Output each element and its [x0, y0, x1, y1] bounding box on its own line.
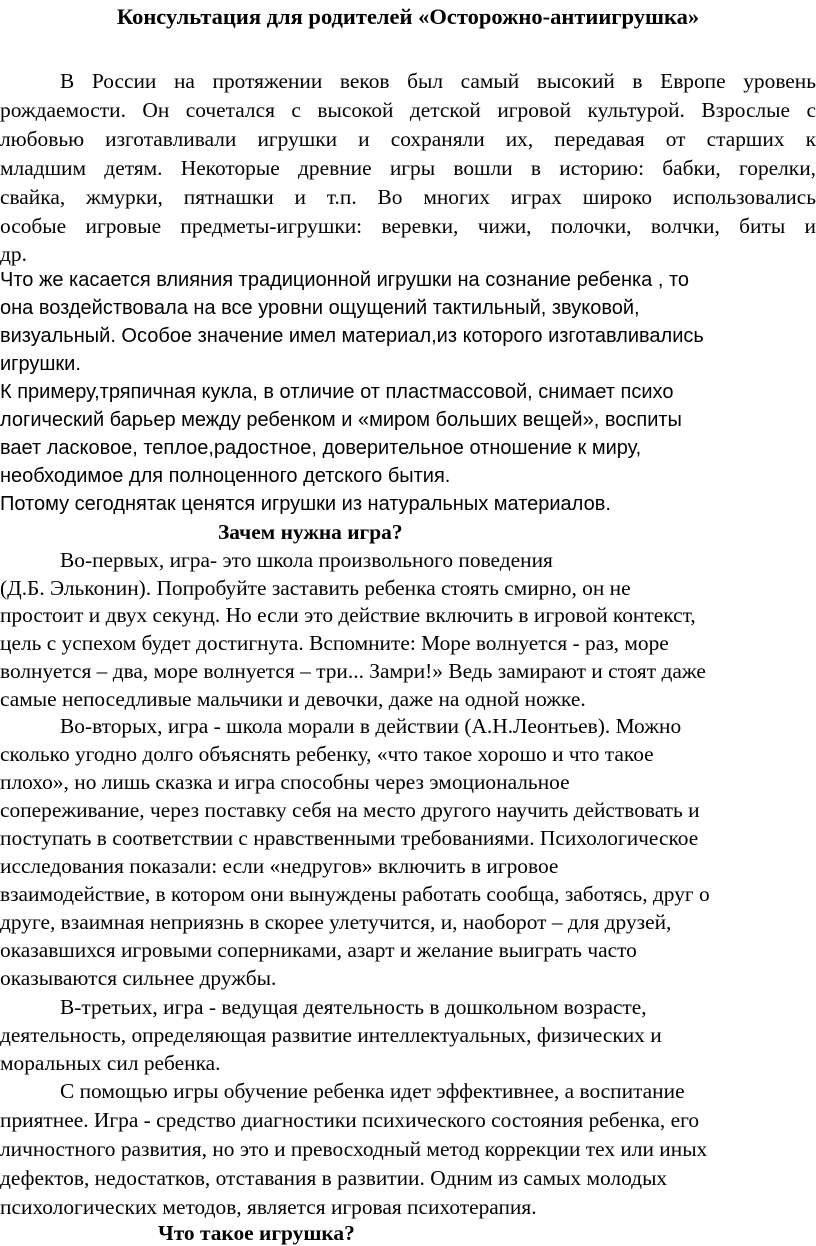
influence-line-4: игрушки. — [0, 353, 81, 375]
influence-line-1: Что же касается влияния традиционной игрушки на сознание ребенка , то — [0, 269, 690, 291]
intro-line-1: В России на протяжении веков был самый высокий в Европе уровень — [60, 69, 816, 93]
influence-line-6: логический барьер между ребенком и «миром больших вещей», воспиты — [0, 409, 682, 431]
influence-line-3: визуальный. Особое значение имел материал,из которого изготавливались — [0, 325, 704, 347]
second-line-10: оказываются сильнее дружбы. — [0, 966, 277, 990]
second-line-9: оказавшихся игровыми соперниками, азарт и желание выиграть часто — [0, 938, 637, 962]
influence-line-7: вает ласковое, теплое,радостное, доверительное отношение к миру, — [0, 437, 642, 459]
intro-line-4: младшим детям. Некоторые древние игры вошли в историю: бабки, горелки, — [0, 156, 816, 180]
first-line-5: волнуется – два, море волнуется – три... Замри!» Ведь замирают и стоят даже — [0, 658, 706, 683]
fourth-line-3: личностного развития, но это и превосходный метод коррекции тех или иных — [0, 1137, 708, 1161]
second-line-5: поступать в соответствии с нравственными требованиями. Психологическое — [0, 826, 699, 850]
intro-line-7: др. — [0, 242, 27, 266]
intro-line-6: особые игровые предметы-игрушки: веревки, чижи, полочки, волчки, биты и — [0, 214, 816, 238]
intro-line-3: любовью изготавливали игрушки и сохраняли их, передавая от старших к — [0, 127, 816, 151]
first-line-3: простоит и двух секунд. Но если это действие включить в игровой контекст, — [0, 603, 696, 628]
intro-line-5: свайка, жмурки, пятнашки и т.п. Во многих играх широко использовались — [0, 185, 816, 209]
first-line-1: Во-первых, игра- это школа произвольного поведения — [60, 548, 553, 572]
influence-line-8: необходимое для полноценного детского бытия. — [0, 465, 451, 487]
second-line-2: сколько угодно долго объяснять ребенку, «что такое хорошо и что такое — [0, 742, 654, 766]
intro-line-2: рождаемости. Он сочетался с высокой детской игровой культурой. Взрослые с — [0, 98, 816, 122]
second-line-3: плохо», но лишь сказка и игра способны через эмоциональное — [0, 770, 570, 794]
fourth-line-4: дефектов, недостатков, отставания в развитии. Одним из самых молодых — [0, 1166, 668, 1190]
document-title: Консультация для родителей «Осторожно-антиигрушка» — [116, 4, 700, 29]
second-line-4: сопереживание, через поставку себя на место другого научить действовать и — [0, 798, 700, 822]
influence-line-5: К примеру,тряпичная кукла, в отличие от пластмассовой, снимает психо — [0, 381, 674, 403]
second-line-8: друге, взаимная неприязнь в скорее улетучится, и, наоборот – для друзей, — [0, 910, 672, 934]
heading-what-toy: Что такое игрушка? — [158, 1221, 355, 1245]
fourth-line-2: приятнее. Игра - средство диагностики психического состояния ребенка, его — [0, 1108, 700, 1132]
fourth-line-1: С помощью игры обучение ребенка идет эффективнее, а воспитание — [60, 1079, 685, 1103]
second-line-6: исследования показали: если «недругов» включить в игровое — [0, 854, 559, 878]
second-line-1: Во-вторых, игра - школа морали в действии (А.Н.Леонтьев). Можно — [60, 714, 682, 738]
first-line-2: (Д.Б. Эльконин). Попробуйте заставить ребенка стоять смирно, он не — [0, 575, 631, 600]
influence-line-9: Потому сегоднятак ценятся игрушки из натуральных материалов. — [0, 493, 611, 515]
second-line-7: взаимодействие, в котором они вынуждены работать сообща, заботясь, друг о — [0, 882, 710, 906]
third-line-3: моральных сил ребенка. — [0, 1051, 221, 1075]
first-line-4: цель с успехом будет достигнута. Вспомните: Море волнуется - раз, море — [0, 631, 669, 656]
third-line-1: В-третьих, игра - ведущая деятельность в дошкольном возрасте, — [60, 995, 647, 1019]
influence-line-2: она воздействовала на все уровни ощущений тактильный, звуковой, — [0, 297, 640, 319]
third-line-2: деятельность, определяющая развитие интеллектуальных, физических и — [0, 1023, 662, 1047]
heading-why-game: Зачем нужна игра? — [218, 520, 403, 544]
first-line-6: самые непоседливые мальчики и девочки, даже на одной ножке. — [0, 686, 586, 711]
fourth-line-5: психологических методов, является игровая психотерапия. — [0, 1195, 537, 1219]
